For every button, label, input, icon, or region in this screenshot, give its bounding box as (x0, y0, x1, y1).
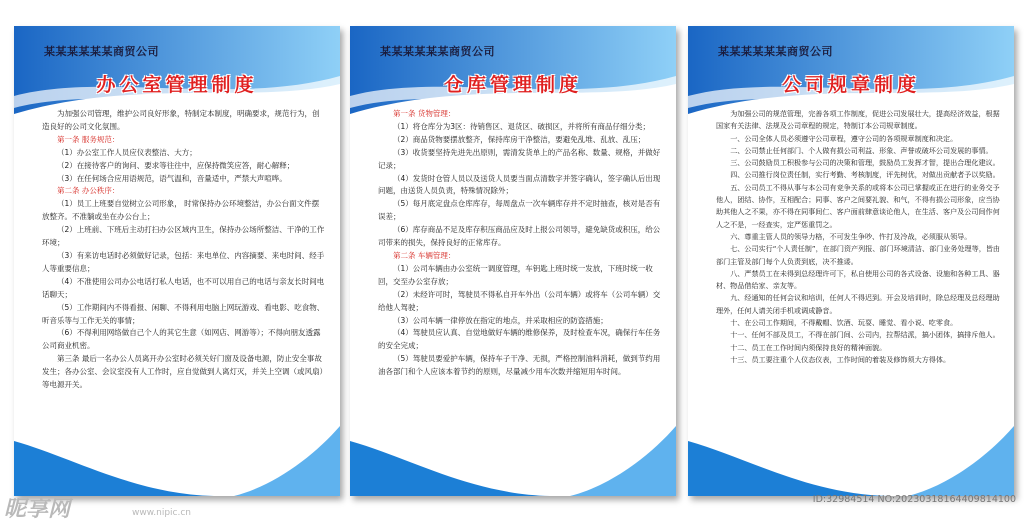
rule-item: 六、尊重主管人员的领导力格，不可发生争吵、忤打及冷战，必须服从领导。 (730, 231, 972, 241)
section-heading: 第二条 车辆管理： (393, 250, 456, 260)
rule-item: （1）将仓库分为3区：待销售区、退货区、破损区，并将所有商品仔细分类； (393, 121, 651, 131)
panel-warehouse-rules (350, 26, 676, 496)
rule-item: 十三、员工要注重个人仪态仪表，工作时间的着装及修饰须大方得体。 (730, 354, 951, 364)
rule-item: 五、公司员工不得从事与本公司有竞争关系的或将本公司已掌握或正在进行的业务交予他人，团结、协作，互相配合；同事、客户之间要礼貌、和气，不得有损公司形象，应当协助其他人之不果，亦不得在同事间仁、客户面前肆意谈论他人，在生活、客户及公司间作何人之不是，一经查实，定严惩重罚之。 (716, 182, 1000, 229)
rule-item: （4）不准使用公司办公电话打私人电话，也不可以用自己的电话与亲友长时间电话聊天； (42, 276, 325, 299)
rule-item: 二、公司禁止任何部门、个人做有损公司利益、形象、声誉或破坏公司发展的事情。 (730, 145, 993, 155)
rule-item: （1）公司车辆由办公室统一调度管理，车钥匙上班时统一发放，下班时统一收回，交至办公室存放； (378, 263, 653, 286)
rule-item: （3）在任何场合应用语规范，语气温和，音量适中，严禁大声喧哗。 (57, 173, 287, 183)
rule-item: 八、严禁员工在未得到总经理许可下，私自使用公司的各式设备、设施和各种工具、器材、物品借给家、亲友等。 (716, 268, 1000, 291)
rule-item: （4）驾驶员应认真、自觉地做好车辆的维修保养，及时检查车况，确保行车任务的安全完成； (378, 328, 661, 351)
rule-item: （2）上班前、下班后主动打扫办公区域内卫生，保持办公场所整洁、干净的工作环境； (42, 225, 325, 248)
rule-item: （2）未经许可时，驾驶员不得私自开车外出（公司车辆）或将车（公司车辆）交给他人驾驶； (378, 289, 661, 312)
rule-item: 三、公司鼓励员工积极参与公司的决策和管理，鼓励员工发挥才智，提出合理化建议。 (730, 158, 1000, 168)
rules-text (378, 108, 662, 379)
intro-paragraph: 为加强公司管理，维护公司良好形象，特制定本制度，明确要求，规范行为，创造良好的公司文化氛围。 (42, 109, 320, 131)
rule-item: （2）商品货物要摆放整齐，保持库房干净整洁，要避免乱堆、乱放、乱压； (393, 134, 646, 144)
rules-text (716, 108, 1000, 366)
rule-item: 十二、员工在工作时间内须保持良好的精神面貌。 (730, 342, 887, 352)
intro-paragraph: 为加强公司的规范管理，完善各项工作制度，促进公司发展壮大，提高经济效益，根据国家有关法律、法规及公司章程的规定，特制订本公司规章制度。 (716, 109, 1000, 131)
rule-item: （2）在接待客户的询问、要求等往往中，应保持微笑应答，耐心解释； (57, 160, 295, 170)
rule-item: （6）库存商品不足及库存积压商品应及时上报公司领导，避免缺货或积压，给公司带来的损失，保持良好的正常库存。 (378, 225, 661, 248)
rule-item: （6）不得利用网络做自己个人的其它生意（如网店、网游等）；不得向朋友透露公司商业机密。 (42, 328, 321, 351)
rule-item: （3）收货要坚持先进先出原则，需清发货单上的产品名称、数量、规格，并做好记录； (378, 147, 661, 170)
panel-company-rules (688, 26, 1014, 496)
watermark-url: www.nipic.cn (132, 508, 191, 518)
company-name: 某某某某某某商贸公司 (44, 45, 159, 58)
rule-item: 十一、任何不部及员工，不得在部门间、公司内，拉帮结派，搞小团体，搞排斥他人。 (730, 330, 1000, 340)
rules-text (42, 108, 326, 392)
panel-title: 仓库管理制度 (443, 74, 582, 96)
rule-item: （3）公司车辆一律停放在指定的地点，并采取相应的防盗措施； (393, 315, 608, 325)
company-name: 某某某某某某商贸公司 (718, 45, 833, 58)
rule-item: （4）发货时仓管人员以及送货人员要当面点清数字并签字确认，签字确认后出现问题，由送货人员负责，特殊情况除外； (378, 173, 661, 196)
section-heading: 第二条 办公秩序： (57, 186, 120, 196)
rule-item: 一、公司全体人员必须遵守公司章程，遵守公司的各项规章制度和决定。 (730, 133, 958, 143)
panel-title: 办公室管理制度 (96, 74, 258, 96)
rule-item: 四、公司推行岗位责任制，实行考勤、考核制度，评先树优，对做出贡献者予以奖励。 (730, 170, 1000, 180)
company-name: 某某某某某某商贸公司 (380, 45, 495, 58)
section-heading: 第一条 服务规范： (57, 134, 120, 144)
rule-item: 十、在公司工作期间，不得戴帽、饮酒、玩耍、睡觉、看小说、吃零食。 (730, 318, 958, 328)
image-id-info: ID:32984514 NO:20230318164409814100 (812, 494, 1016, 505)
rule-item: （3）有来访电话时必须做好记录，包括：来电单位、内容摘要、来电时间、经手人等重要信息； (42, 250, 325, 273)
panel-office-rules (14, 26, 340, 496)
rule-item: （5）驾驶员要爱护车辆，保持车子干净、无损，严格控制油料消耗，做到节约用油各部门和个人应该本着节约的原则，尽量减少用车次数并缩短用车时间。 (378, 354, 661, 377)
rule-item: 第三条 最后一名办公人员离开办公室时必须关好门窗及设备电源，防止安全事故发生；各办公室、会议室没有人工作时，应自觉做到人离灯灭，并关上空调（或风扇）等电源开关。 (42, 354, 324, 390)
rule-item: 九、经通知的任何会议和培训，任何人不得迟到。开会及培训时，除总经理及总经理助理外，任何人请关闭手机或调成静音。 (716, 293, 1000, 315)
section-heading: 第一条 货物管理： (393, 109, 456, 118)
rule-item: （1）员工上班要自觉树立公司形象， 时常保持办公环境整洁，办公台面文件摆放整齐。不准躺或坐在办公台上； (42, 199, 320, 222)
rule-item: （1）办公室工作人员应仪表整洁、大方； (57, 147, 197, 157)
rule-item: （5）每月底定盘点仓库库存，每周盘点一次车辆库存并不定时抽查，核对是否有误差； (378, 199, 661, 222)
rule-item: 七、公司实行“个人责任制”，在部门资产列报、部门环境清洁、部门业务处理等，皆由部门主管及部门每个人负责到底，决不推诿。 (716, 244, 1001, 266)
rule-item: （5）工作期间内不得看报、闲聊、不得利用电脑上网玩游戏、看电影、吃食物、听音乐等与工作无关的事情； (42, 302, 325, 325)
panel-title: 公司规章制度 (781, 74, 920, 96)
watermark-brand: 昵享网 (4, 496, 71, 522)
